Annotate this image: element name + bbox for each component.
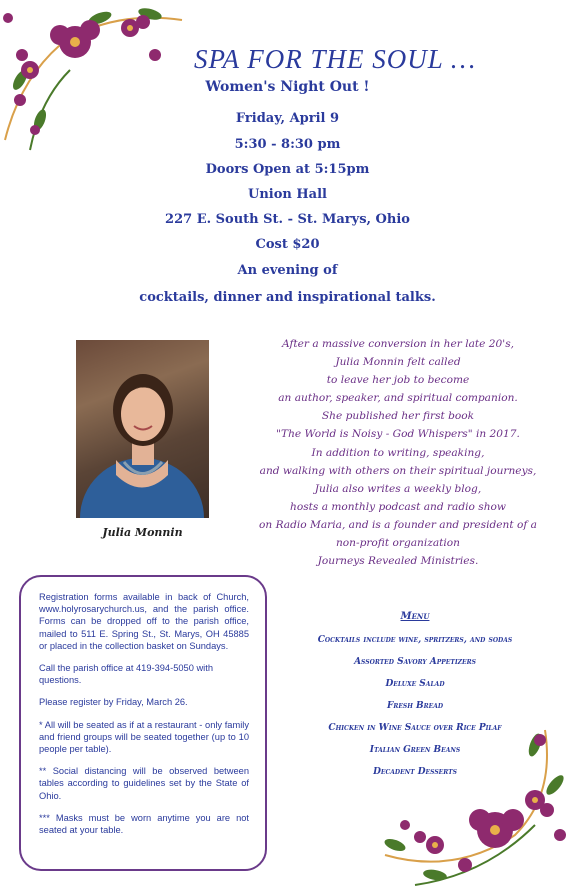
bio-line: In addition to writing, speaking, xyxy=(311,446,485,459)
event-cost: Cost $20 xyxy=(255,237,320,252)
bio-line: Journeys Revealed Ministries. xyxy=(317,555,479,568)
speaker-photo xyxy=(76,340,209,518)
seating-note: * All will be seated as if at a restaurant - only family and friend groups will be seated together (up to 10 people per table). xyxy=(39,719,249,755)
menu-item: Italian Green Beans xyxy=(369,745,461,755)
bio-line: She published her first book xyxy=(321,410,475,423)
bio-line: and walking with others on their spiritual journeys, xyxy=(259,464,537,477)
bio-line: Julia Monnin felt called xyxy=(335,356,461,369)
bio-line: an author, speaker, and spiritual companion. xyxy=(278,392,518,405)
menu-item: Fresh Bread xyxy=(386,701,444,711)
registration-box xyxy=(19,575,267,871)
registration-info: Registration forms available in back of Church, www.holyrosarychurch.us, and the parish office. Forms can be dropped off to the parish office, mailed to 511 E. Spring St., St. Marys, OH 45885 or placed in the collection basket on Sundays. xyxy=(39,592,249,651)
menu-item: Chicken in Wine Sauce over Rice Pilaf xyxy=(328,723,502,733)
bio-line: After a massive conversion in her late 20's, xyxy=(281,338,514,350)
floral-corner-top-left xyxy=(0,0,190,155)
venue-address: 227 E. South St. - St. Marys, Ohio xyxy=(165,212,410,227)
bio-line: to leave her job to become xyxy=(326,374,470,387)
venue-name: Union Hall xyxy=(248,187,327,202)
menu-item: Deluxe Salad xyxy=(385,679,445,689)
menu-item: Assorted Savory Appetizers xyxy=(354,657,476,667)
flyer-subtitle: Women's Night Out ! xyxy=(205,79,370,95)
bio-line: "The World is Noisy - God Whispers" in 2017. xyxy=(276,428,520,441)
registration-phone: Call the parish office at 419-394-5050 with questions. xyxy=(39,663,213,686)
doors-open: Doors Open at 5:15pm xyxy=(205,162,370,177)
bio-line: on Radio Maria, and is a founder and president of a xyxy=(259,518,537,531)
registration-deadline: Please register by Friday, March 26. xyxy=(39,697,188,708)
floral-corner-bottom-right xyxy=(375,725,575,893)
bio-line: hosts a monthly podcast and radio show xyxy=(290,500,506,513)
evening-line-1: An evening of xyxy=(237,263,338,278)
evening-line-2: cocktails, dinner and inspirational talks. xyxy=(139,290,436,305)
distancing-note: ** Social distancing will be observed between tables according to guidelines set by the State of Ohio. xyxy=(39,766,249,801)
bio-line: Julia also writes a weekly blog, xyxy=(314,482,482,495)
flyer-title: SPA FOR THE SOUL … xyxy=(193,44,477,74)
speaker-bio xyxy=(238,335,558,570)
event-date: Friday, April 9 xyxy=(235,111,340,126)
speaker-caption: Julia Monnin xyxy=(102,526,183,539)
menu-item: Decadent Desserts xyxy=(373,767,457,777)
event-time: 5:30 - 8:30 pm xyxy=(234,137,341,152)
menu-item: Cocktails include wine, spritzers, and sodas xyxy=(317,635,513,645)
mask-note: *** Masks must be worn anytime you are not seated at your table. xyxy=(39,812,249,836)
menu-title: Menu xyxy=(400,611,430,622)
bio-line: non-profit organization xyxy=(335,537,460,550)
